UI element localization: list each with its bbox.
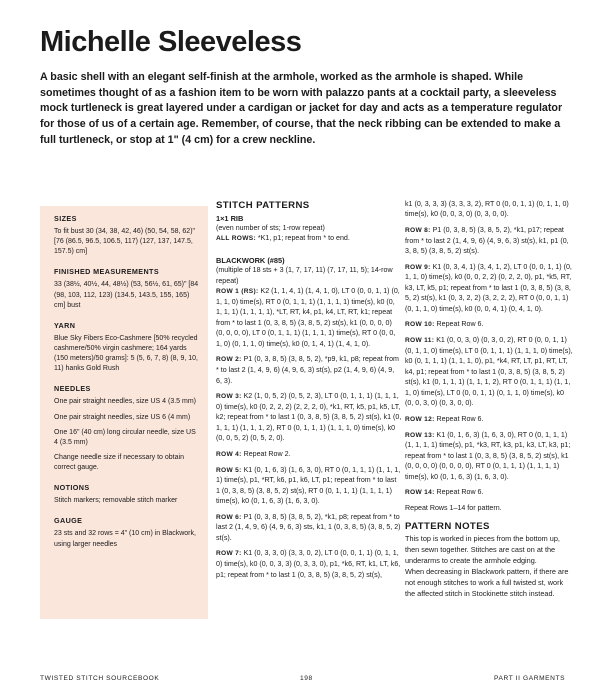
pattern-row-7-continued: k1 (0, 3, 3, 3) (3, 3, 3, 2), RT 0 (0, 0, 1, 1) (0, 1, 1, 0) time(s), k0 (0, 0, 3, 0) (0, 3, 0, 0). <box>405 200 569 219</box>
sizes-section <box>54 214 200 257</box>
row-text: K1 (0, 1, 6, 3) (1, 6, 3, 0), RT 0 (0, 1, 1, 1) (1, 1, 1, 1) time(s), p1, *RT, k6, p1, k6, LT, p1; repeat from * to last 1 (0, 3, 8, 5) (3, 8, 5, 2) st(s), RT 0 (0, 1, 1, 1) (1, 1, 1, 1) time(s), k0 (0, 1, 6, 3) (1, 6, 3, 0). <box>216 465 401 506</box>
intro-paragraph: A basic shell with an elegant self-finish at the armhole, worked as the armhole is shaped. While sometimes thought of as a fashion item to be worn with palazzo pants at a cocktail party, a sleeveless mock turtleneck is great layered under a cardigan or jacket for day and acts as a temperature regulator for those of us of a certain age. Remember, of course, that the neck ribbing can be extended to make a full turtleneck, or stop at 1" (4 cm) for a crew neckline. <box>40 71 563 146</box>
pattern-row-12 <box>405 414 573 425</box>
pattern-row-5 <box>216 465 402 507</box>
needles-text-2: One pair straight needles, size US 6 (4 mm) <box>54 413 191 421</box>
row-text: P1 (0, 3, 8, 5) (3, 8, 5, 2), *k1, p17; repeat from * to last 2 (1, 4, 9, 6) (4, 9, 6, 3) st(s), k1, p1 (0, 3, 8, 5) (3, 8, 5, 2) st(s). <box>405 225 569 256</box>
pattern-row-10 <box>405 319 573 330</box>
sizes-text: To fit bust 30 (34, 38, 42, 46) (50, 54, 58, 62)" [76 (86.5, 96.5, 106.5, 117) (127, 137, 147.5, 157.5) cm] <box>54 228 196 256</box>
row-text: K1 (0, 3, 3, 0) (3, 3, 0, 2), LT 0 (0, 0, 1, 1) (0, 1, 1, 0) time(s), k0 (0, 0, 3, 3) (0, 3, 3, 0), p1, *k6, RT, k1, LT, k6, p1; repeat from * to last 1 (0, 3, 8, 5) (3, 8, 5, 2) st(s), <box>216 549 401 579</box>
row-label: ROW 3: <box>216 393 242 401</box>
pattern-row-9 <box>405 262 573 315</box>
row-label: ROW 7: <box>216 550 242 558</box>
pattern-specs-sidebar <box>40 206 208 619</box>
footer-book-title: TWISTED STITCH SOURCEBOOK <box>40 675 160 682</box>
notions-section <box>54 483 200 506</box>
rib-all-rows <box>216 233 402 244</box>
needles-section <box>54 384 200 473</box>
pattern-row-7 <box>216 548 402 580</box>
needles-text-3: One 16" (40 cm) long circular needle, size US 4 (3.5 mm) <box>54 428 196 446</box>
row-label: ROW 8: <box>405 226 431 234</box>
row-label: ALL ROWS: <box>216 235 256 243</box>
row-label: ROW 13: <box>405 431 435 439</box>
finished-measurements-text: 33 (38½, 40½, 44, 48½) (53, 56½, 61, 65)" [84 (98, 103, 112, 123) (134.5, 143.5, 155, 165) cm] bust <box>54 281 199 309</box>
row-label: ROW 10: <box>405 321 435 329</box>
row-text: Repeat Row 6. <box>434 414 484 423</box>
row-text: P1 (0, 3, 8, 5) (3, 8, 5, 2), *k1, p8; repeat from * to last 2 (1, 4, 9, 6) (4, 9, 6, 3) sts, k1, 1 (0, 3, 8, 5) (3, 8, 5, 2) st(s). <box>216 512 401 542</box>
needles-text-4: Change needle size if necessary to obtain correct gauge. <box>54 453 184 472</box>
row-text: Repeat Row 6. <box>434 488 484 497</box>
pattern-row-6 <box>216 512 402 544</box>
row-label: ROW 11: <box>405 337 435 345</box>
finished-measurements-section <box>54 267 200 310</box>
pattern-notes-heading: PATTERN NOTES <box>405 521 490 533</box>
yarn-section <box>54 321 200 375</box>
pattern-notes-text-2: When decreasing in Blackwork pattern, if there are not enough stitches to work a full twisted st, work the affected stitch in Stockinette stitch instead. <box>405 567 569 599</box>
row-text: *K1, p1; repeat from * to end. <box>255 234 350 243</box>
needles-text-1: One pair straight needles, size US 4 (3.5 mm) <box>54 398 197 406</box>
sizes-heading: SIZES <box>54 214 77 223</box>
page-title: Michelle Sleeveless <box>40 26 302 58</box>
pattern-row-14 <box>405 487 573 498</box>
yarn-text: Blue Sky Fibers Eco-Cashmere [50% recycled cashmere/50% virgin cashmere; 164 yards (150 meters)/50 grams]: 5 (5, 6, 7, 8) (8, 9, 10, 11) hanks Gold Rush <box>54 334 198 373</box>
yarn-heading: YARN <box>54 320 76 330</box>
pattern-row-11 <box>405 335 573 409</box>
blackwork-description: (multiple of 18 sts + 3 (1, 7, 17, 11) (7, 17, 11, 5); 14-row repeat) <box>216 266 393 285</box>
needles-heading: NEEDLES <box>54 384 91 394</box>
stitch-patterns-column <box>216 200 402 640</box>
row-text: K1 (0, 1, 6, 3) (1, 6, 3, 0), RT 0 (0, 1, 1, 1) (1, 1, 1, 1) time(s), p1, *k3, RT, k3, p1, k3, LT, k3, p1; repeat from * to last 1 (0, 3, 8, 5) (3, 8, 5, 2) st(s), k1 (0, 0, 0, 0) (0, 0, 0, 0), RT 0 (0, 1, 1, 1) (1, 1, 1, 1) time(s), k0 (0, 1, 6, 3) (1, 6, 3, 0). <box>405 430 571 481</box>
row-text: K2 (1, 0, 5, 2) (0, 5, 2, 3), LT 0 (0, 1, 1, 1) (1, 1, 1, 0) time(s), k0 (0, 2, 2, 2) (2, 2, 2, 0), *k1, RT, k5, p1, k5, LT, k2; repeat from * to last 1 (0, 3, 8, 5) (3, 8, 5, 2) st(s), k1 (0, 1, 1, 1) (1, 1, 1, 2), RT 0 (0, 1, 1, 1) (1, 1, 1, 0) time(s), k0 (0, 0, 5, 2) (0, 5, 2, 0). <box>216 392 402 443</box>
page-number: 198 <box>300 675 313 682</box>
gauge-text: 23 sts and 32 rows = 4" (10 cm) in Blackwork, using larger needles <box>54 530 196 548</box>
row-label: ROW 14: <box>405 489 435 497</box>
row-label: ROW 2: <box>216 356 242 364</box>
rib-heading: 1×1 RIB <box>216 214 244 223</box>
pattern-row-2 <box>216 354 402 386</box>
notions-heading: NOTIONS <box>54 483 90 493</box>
row-label: ROW 9: <box>405 263 431 271</box>
pattern-row-1 <box>216 286 402 349</box>
footer-section-name: PART II GARMENTS <box>494 675 566 682</box>
row-text: K2 (1, 1, 4, 1) (1, 4, 1, 0), LT 0 (0, 0, 1, 1) (0, 1, 1, 0) time(s), RT 0 (0, 1, 1, 1) (1, 1, 1, 1) time(s), k0 (0, 1, 1, 1) (1, 1, 1, 1), *LT, RT, k4, p1, k4, LT, RT, k1; repeat from * to last 1 (0, 3, 8, 5) (3, 8, 5, 2) st(s), k1 (0, 0, 0, 0) (0, 0, 0, 0), LT 0 (0, 1, 1, 1) (1, 1, 1, 1) time(s), RT 0 (0, 0, 1, 0) (0, 1, 1, 0) time(s), k0 (0, 1, 4, 1) (1, 4, 1, 0). <box>216 287 400 348</box>
row-text: K1 (0, 3, 4, 1) (3, 4, 1, 2), LT 0 (0, 0, 1, 1) (0, 1, 1, 0) time(s), k0 (0, 0, 2, 2) (0, 2, 2, 0), p1, *k5, RT, k3, LT, k5, p1; repeat from * to last 1 (0, 3, 8, 5) (3, 8, 5, 2) st(s), k1 (0, 3, 2, 2) (3, 2, 2, 2), RT 0 (0, 0, 1, 1) (0, 1, 1, 0) time(s), k0 (0, 0, 4, 1) (0, 4, 1, 0). <box>405 262 572 313</box>
row-label: ROW 1 (RS): <box>216 288 259 296</box>
finished-measurements-heading: FINISHED MEASUREMENTS <box>54 267 160 277</box>
stitch-patterns-continued-column <box>405 199 573 639</box>
row-label: ROW 12: <box>405 415 435 423</box>
pattern-row-4 <box>216 449 402 460</box>
row-text: Repeat Row 2. <box>241 449 291 458</box>
row-text: Repeat Row 6. <box>434 320 484 329</box>
rib-description: (even number of sts; 1-row repeat) <box>216 224 325 232</box>
gauge-heading: GAUGE <box>54 516 83 526</box>
gauge-section <box>54 516 200 549</box>
blackwork-heading: BLACKWORK (#85) <box>216 256 285 266</box>
row-text: P1 (0, 3, 8, 5) (3, 8, 5, 2), *p9, k1, p8; repeat from * to last 2 (1, 4, 9, 6) (4, 9, 6, 3) st(s), p2 (1, 4, 9, 6) (4, 9, 6, 3). <box>216 355 399 385</box>
pattern-row-13 <box>405 430 573 483</box>
row-label: ROW 4: <box>216 450 242 458</box>
row-label: ROW 5: <box>216 466 242 474</box>
pattern-row-8 <box>405 225 573 257</box>
pattern-notes-text-1: This top is worked in pieces from the bottom up, then sewn together. Stitches are cast on at the underarms to create the armhole edging. <box>405 534 560 566</box>
repeat-instruction: Repeat Rows 1–14 for pattern. <box>405 503 502 512</box>
row-label: ROW 6: <box>216 513 242 521</box>
notions-text: Stitch markers; removable stitch marker <box>54 497 178 505</box>
row-text: K1 (0, 0, 3, 0) (0, 3, 0, 2), RT 0 (0, 0, 1, 1) (0, 1, 1, 0) time(s), LT 0 (0, 1, 1, 1) (1, 1, 1, 0) time(s), k0 (0, 1, 1, 1) (1, 1, 1, 0), p1, *k4, RT, LT, p1, RT, LT, k4, p1; repeat from * to last 1 (0, 3, 8, 5) (3, 8, 5, 2) st(s), k1 (0, 1, 1, 1) (1, 1, 1, 2), RT 0 (0, 1, 1, 1) (1, 1, 1, 0) time(s), LT 0 (0, 0, 1, 1) (0, 1, 1, 0) time(s), k0 (0, 0, 3, 0) (0, 3, 0, 0). <box>405 336 573 408</box>
pattern-row-3 <box>216 391 402 444</box>
stitch-patterns-heading: STITCH PATTERNS <box>216 200 310 211</box>
